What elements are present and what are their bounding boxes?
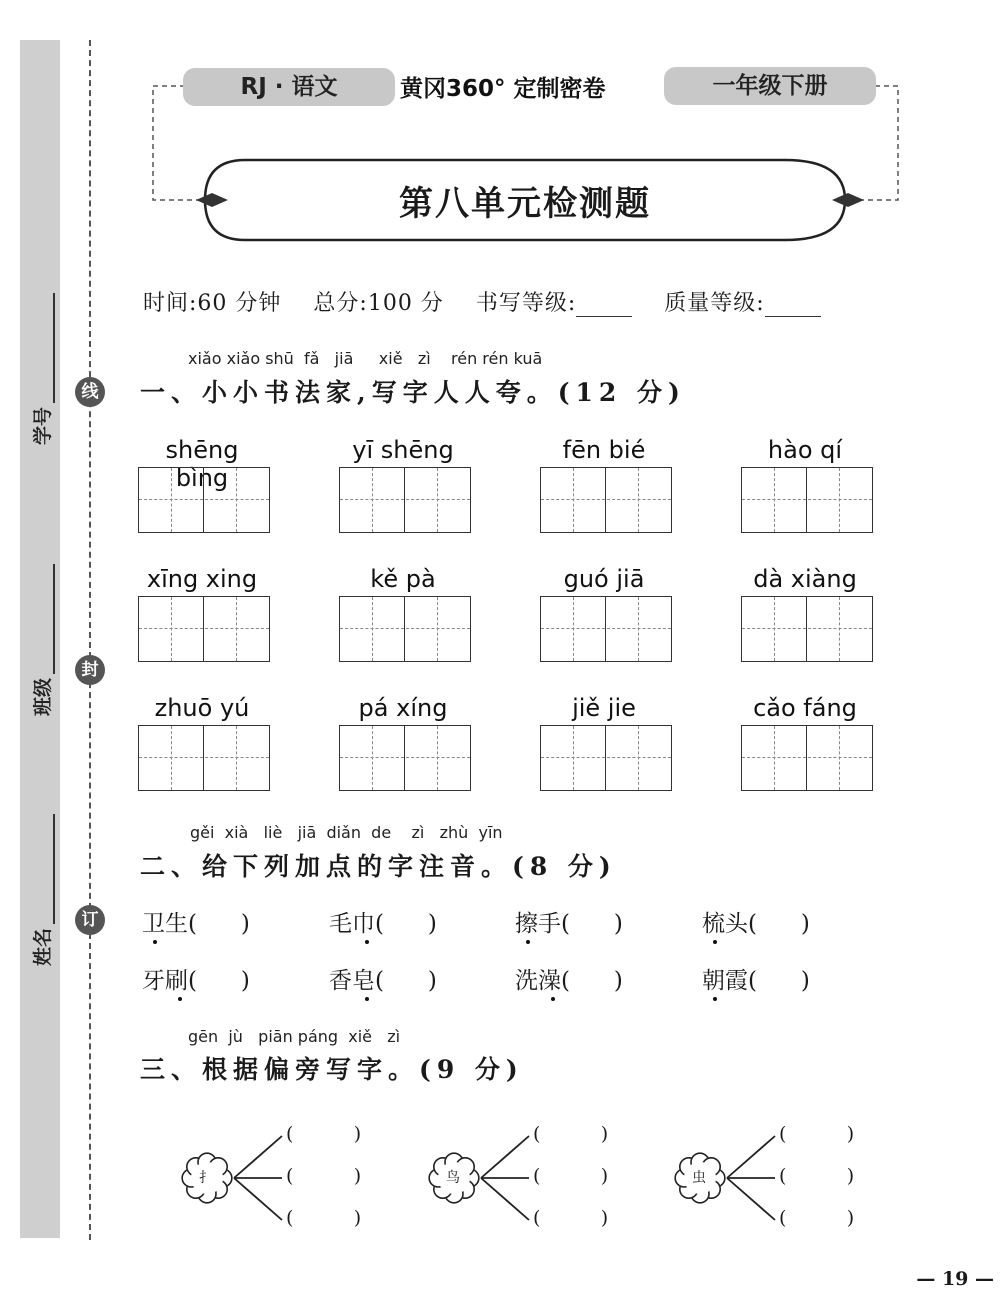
writing-grid[interactable] xyxy=(138,725,270,791)
section2-pinyin: gěi xià liè jiā diǎn de zì zhù yīn xyxy=(190,823,503,842)
name-field[interactable] xyxy=(37,814,55,924)
answer-blank[interactable]: ( ) xyxy=(533,1123,609,1145)
answer-blank[interactable]: ( ) xyxy=(286,1207,362,1229)
word-pinyin: jiě jie xyxy=(572,694,636,722)
writing-grid[interactable] xyxy=(339,596,471,662)
annotation-item[interactable]: 梳头( ) xyxy=(702,911,810,937)
radical-flower xyxy=(670,1123,780,1233)
writing-grid[interactable] xyxy=(339,467,471,533)
writing-grid[interactable] xyxy=(540,725,672,791)
answer-blank[interactable]: ( ) xyxy=(533,1165,609,1187)
emphasis-dot xyxy=(713,940,717,944)
student-id-label: 学号 xyxy=(28,293,55,445)
emphasis-dot xyxy=(365,997,369,1001)
page-number: — 19 — xyxy=(916,1268,994,1290)
quality-grade-field[interactable] xyxy=(765,296,821,317)
binding-mark-feng: 封 xyxy=(75,655,105,685)
emphasis-dot xyxy=(551,997,555,1001)
brand-title: 黄冈360° 定制密卷 xyxy=(400,76,606,102)
word-pinyin: zhuō yú xyxy=(154,694,250,722)
name-label: 姓名 xyxy=(28,814,55,966)
binding-mark-ding: 订 xyxy=(75,905,105,935)
answer-blank[interactable]: ( ) xyxy=(779,1207,855,1229)
annotation-item[interactable]: 香皂( ) xyxy=(329,968,437,994)
answer-blank[interactable]: ( ) xyxy=(779,1123,855,1145)
answer-blank[interactable]: ( ) xyxy=(533,1207,609,1229)
word-pinyin: guó jiā xyxy=(563,565,645,593)
quality-grade-label: 质量等级: xyxy=(664,291,765,316)
grade-pill: 一年级下册 xyxy=(664,67,876,105)
emphasis-dot xyxy=(178,997,182,1001)
writing-grade-label: 书写等级: xyxy=(475,291,577,316)
word-pinyin: pá xíng xyxy=(358,694,448,722)
emphasis-dot xyxy=(365,940,369,944)
writing-grid[interactable] xyxy=(138,467,270,533)
radical-flower xyxy=(424,1123,534,1233)
annotation-item[interactable]: 朝霞( ) xyxy=(702,968,810,994)
annotation-item[interactable]: 擦手( ) xyxy=(515,911,623,937)
radical-label: 扌 xyxy=(199,1170,213,1186)
annotation-item[interactable]: 卫生( ) xyxy=(142,911,250,937)
section2-heading: 二、给下列加点的字注音。(8 分) xyxy=(140,852,617,881)
writing-grid[interactable] xyxy=(138,596,270,662)
annotation-item[interactable]: 洗澡( ) xyxy=(515,968,623,994)
answer-blank[interactable]: ( ) xyxy=(286,1123,362,1145)
subject-pill: RJ · 语文 xyxy=(183,68,395,106)
writing-grade-field[interactable] xyxy=(576,296,632,317)
answer-blank[interactable]: ( ) xyxy=(779,1165,855,1187)
binding-mark-xian: 线 xyxy=(75,377,105,407)
writing-grid[interactable] xyxy=(339,725,471,791)
emphasis-dot xyxy=(153,940,157,944)
writing-grid[interactable] xyxy=(741,467,873,533)
emphasis-dot xyxy=(713,997,717,1001)
total-score-info: 总分:100 分 xyxy=(313,291,444,316)
radical-flower xyxy=(177,1123,287,1233)
emphasis-dot xyxy=(526,940,530,944)
annotation-item[interactable]: 毛巾( ) xyxy=(329,911,437,937)
radical-label: 虫 xyxy=(692,1170,706,1186)
writing-grid[interactable] xyxy=(540,596,672,662)
section3-pinyin: gēn jù piān páng xiě zì xyxy=(188,1027,401,1046)
word-pinyin: fēn bié xyxy=(562,436,646,464)
word-pinyin: yī shēng xyxy=(352,436,454,464)
answer-blank[interactable]: ( ) xyxy=(286,1165,362,1187)
student-id-field[interactable] xyxy=(37,293,55,403)
radical-label: 鸟 xyxy=(446,1170,460,1186)
word-pinyin: shēng bìng xyxy=(165,436,239,492)
word-pinyin: kě pà xyxy=(370,565,436,593)
writing-grid[interactable] xyxy=(540,467,672,533)
annotation-item[interactable]: 牙刷( ) xyxy=(142,968,250,994)
section1-pinyin: xiǎo xiǎo shū fǎ jiā xiě zì rén rén kuā xyxy=(188,349,543,368)
writing-grid[interactable] xyxy=(741,596,873,662)
word-pinyin: hào qí xyxy=(767,436,843,464)
page-title: 第八单元检测题 xyxy=(399,184,651,224)
writing-grid[interactable] xyxy=(741,725,873,791)
time-info: 时间:60 分钟 xyxy=(143,291,282,316)
class-label: 班级 xyxy=(28,564,55,716)
word-pinyin: xīng xing xyxy=(146,565,258,593)
word-pinyin: dà xiàng xyxy=(753,565,857,593)
word-pinyin: cǎo fáng xyxy=(753,694,857,722)
section3-heading: 三、根据偏旁写字。(9 分) xyxy=(140,1055,524,1084)
class-field[interactable] xyxy=(37,564,55,674)
exam-info xyxy=(143,286,821,317)
section1-heading: 一、小小书法家,写字人人夸。(12 分) xyxy=(140,378,686,407)
